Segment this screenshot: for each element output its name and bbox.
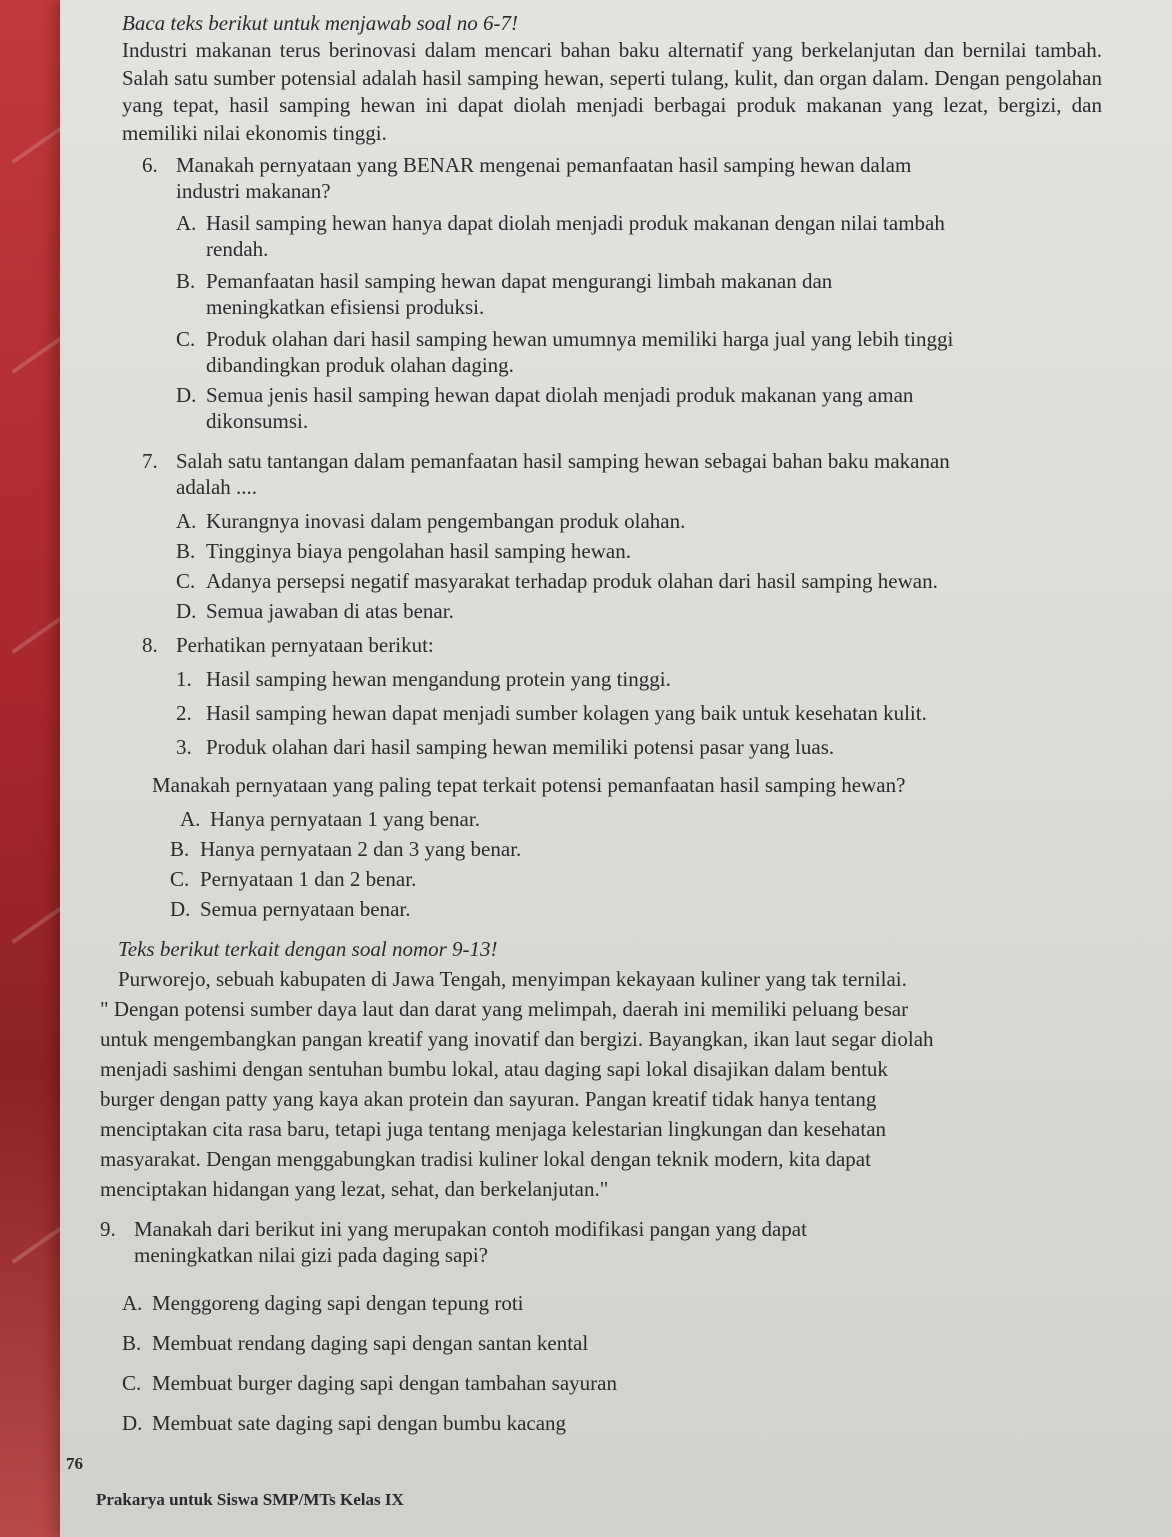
- text-9-13-line-3: untuk mengembangkan pangan kreatif yang inovatif dan bergizi. Bayangkan, ikan laut segar diolah: [100, 1027, 934, 1051]
- question-8-option-c[interactable]: C. Pernyataan 1 dan 2 benar.: [170, 867, 417, 891]
- question-9-stem-2: meningkatkan nilai gizi pada daging sapi?: [134, 1243, 488, 1267]
- text-9-13-line-5: burger dengan patty yang kaya akan protein dan sayuran. Pangan kreatif tidak hanya tentang: [100, 1087, 877, 1111]
- question-9-stem-1: Manakah dari berikut ini yang merupakan contoh modifikasi pangan yang dapat: [134, 1217, 807, 1241]
- question-6-option-c[interactable]: C. Produk olahan dari hasil samping hewan umumnya memiliki harga jual yang lebih tinggi dibandingkan produk olahan daging.: [176, 327, 954, 377]
- question-7-option-d[interactable]: D. Semua jawaban di atas benar.: [176, 599, 454, 623]
- question-8: 8. Perhatikan pernyataan berikut:: [142, 633, 434, 657]
- question-9: 9. Manakah dari berikut ini yang merupakan contoh modifikasi pangan yang dapat meningkatkan nilai gizi pada daging sapi?: [100, 1217, 807, 1267]
- text-9-13-line-2: " Dengan potensi sumber daya laut dan darat yang melimpah, daerah ini memiliki peluang besar: [100, 997, 909, 1021]
- question-7-option-a[interactable]: A. Kurangnya inovasi dalam pengembangan produk olahan.: [176, 509, 686, 533]
- question-6: 6. Manakah pernyataan yang BENAR mengenai pemanfaatan hasil samping hewan dalam industri makanan?: [142, 153, 912, 203]
- question-7-option-c[interactable]: C. Adanya persepsi negatif masyarakat terhadap produk olahan dari hasil samping hewan.: [176, 569, 938, 593]
- intro-paragraph: Industri makanan terus berinovasi dalam mencari bahan baku alternatif yang berkelanjutan dan bernilai tambah. Salah satu sumber potensial adalah hasil samping hewan, seperti tulang, kulit, dan organ dalam. Dengan pengolahan yang tepat, hasil samping hewan ini dapat diolah menjadi berbagai produk makanan yang lezat, bergizi, dan memiliki nilai ekonomis tinggi.: [122, 38, 1102, 145]
- question-6-stem-1: Manakah pernyataan yang BENAR mengenai pemanfaatan hasil samping hewan dalam: [176, 153, 912, 177]
- text-9-13-line-7: masyarakat. Dengan menggabungkan tradisi kuliner lokal dengan teknik modern, kita dapat: [100, 1147, 871, 1171]
- question-9-option-b[interactable]: B. Membuat rendang daging sapi dengan santan kental: [122, 1331, 589, 1355]
- question-9-option-c[interactable]: C. Membuat burger daging sapi dengan tambahan sayuran: [122, 1371, 617, 1395]
- question-7-stem-1: Salah satu tantangan dalam pemanfaatan hasil samping hewan sebagai bahan baku makanan: [176, 449, 950, 473]
- question-9-option-d[interactable]: D. Membuat sate daging sapi dengan bumbu kacang: [122, 1411, 567, 1435]
- text-9-13-line-6: menciptakan cita rasa baru, tetapi juga tentang menjaga kelestarian lingkungan dan kesehatan: [100, 1117, 887, 1141]
- question-8-statement-3: 3. Produk olahan dari hasil samping hewan memiliki potensi pasar yang luas.: [176, 735, 835, 759]
- question-8-statement-2: 2. Hasil samping hewan dapat menjadi sumber kolagen yang baik untuk kesehatan kulit.: [176, 701, 927, 725]
- question-8-statement-1: 1. Hasil samping hewan mengandung protein yang tinggi.: [176, 667, 671, 691]
- question-8-prompt: Manakah pernyataan yang paling tepat terkait potensi pemanfaatan hasil samping hewan?: [152, 773, 906, 797]
- text-9-13-line-8: menciptakan hidangan yang lezat, sehat, dan berkelanjutan.": [100, 1177, 609, 1201]
- page-content: [60, 0, 1172, 1537]
- question-7-option-b[interactable]: B. Tingginya biaya pengolahan hasil samping hewan.: [176, 539, 631, 563]
- book-title-footer: Prakarya untuk Siswa SMP/MTs Kelas IX: [96, 1490, 404, 1509]
- text-9-13-line-1: Purworejo, sebuah kabupaten di Jawa Tengah, menyimpan kekayaan kuliner yang tak ternilai.: [118, 967, 907, 991]
- question-9-option-a[interactable]: A. Menggoreng daging sapi dengan tepung roti: [122, 1291, 524, 1315]
- text-9-13-line-4: menjadi sashimi dengan sentuhan bumbu lokal, atau daging sapi lokal disajikan dalam bentuk: [100, 1057, 888, 1081]
- question-7-stem-2: adalah ....: [176, 475, 258, 499]
- intro-heading: Baca teks berikut untuk menjawab soal no 6-7!: [122, 11, 519, 35]
- question-8-stem: Perhatikan pernyataan berikut:: [176, 633, 434, 657]
- question-8-option-d[interactable]: D. Semua pernyataan benar.: [170, 897, 411, 921]
- question-8-option-a[interactable]: A. Hanya pernyataan 1 yang benar.: [180, 807, 480, 831]
- question-6-option-a[interactable]: A. Hasil samping hewan hanya dapat diolah menjadi produk makanan dengan nilai tambah rendah.: [176, 211, 945, 261]
- question-7: 7. Salah satu tantangan dalam pemanfaatan hasil samping hewan sebagai bahan baku makanan adalah ....: [142, 449, 950, 499]
- question-6-stem-2: industri makanan?: [176, 179, 331, 203]
- question-8-option-b[interactable]: B. Hanya pernyataan 2 dan 3 yang benar.: [170, 837, 522, 861]
- question-6-option-b[interactable]: B. Pemanfaatan hasil samping hewan dapat mengurangi limbah makanan dan meningkatkan efisiensi produksi.: [176, 269, 833, 319]
- book-page: [60, 0, 1172, 1537]
- question-6-option-d[interactable]: D. Semua jenis hasil samping hewan dapat diolah menjadi produk makanan yang aman dikonsumsi.: [176, 383, 914, 433]
- page-number: 76: [66, 1454, 83, 1473]
- text-9-13-heading: Teks berikut terkait dengan soal nomor 9-13!: [118, 937, 498, 961]
